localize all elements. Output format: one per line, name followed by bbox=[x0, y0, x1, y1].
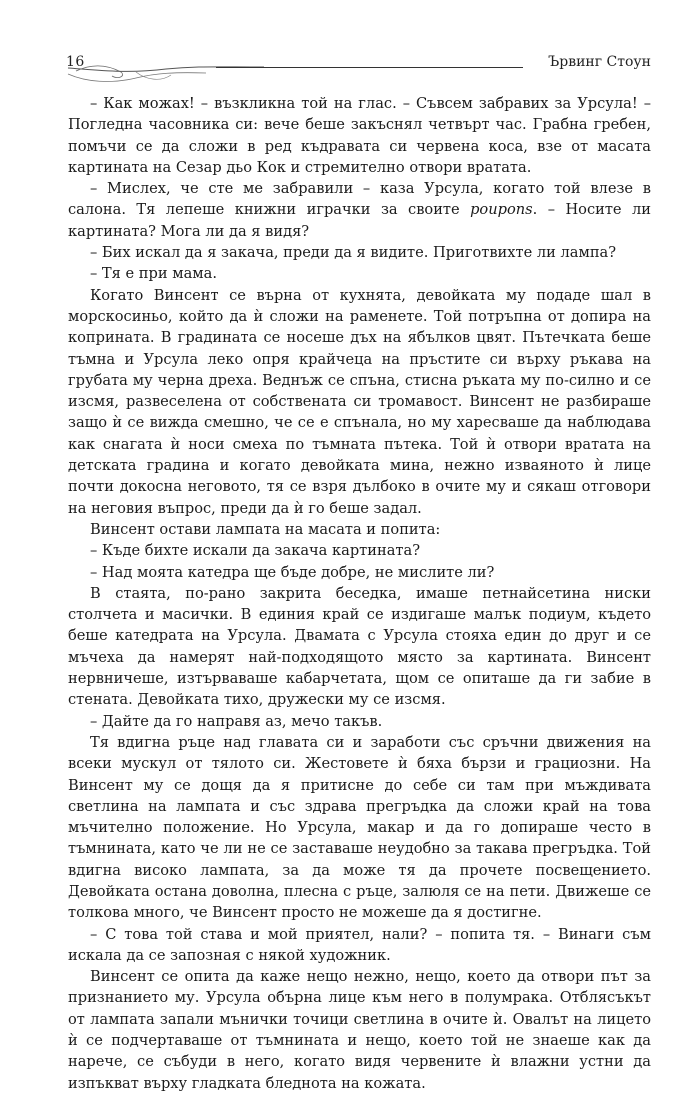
paragraph: В стаята, по-рано закрита беседка, имаше петнайсетина ниски столчета и масички. В единия край се издигаше малък подиум, където беше катедрата на Урсула. Двамата с Урсула стояха един до друг и се мъчеха да намерят най-подходящото място за картината. Винсент нервничеше, изтърваваше кабарчетата, щом се опиташе да ги забие в стената. Девойката тихо, дружески му се изсмя. bbox=[68, 584, 651, 709]
running-head-author: Ървинг Стоун bbox=[548, 54, 651, 70]
paragraph: – Къде бихте искали да закача картината? bbox=[90, 542, 421, 560]
paragraph: Винсент се опита да каже нещо нежно, нещо, което да отвори път за признанието му. Урсула обърна лице към него в полумрака. Отблясъкът от лампата запали мънички точици светлина в очите ѝ. Овалът на лицето ѝ се подчертаваше от тъмнината и нещо, което той не знаеше как да нарече, се събуди в него, когато видя червените ѝ влажни устни да изпъкват върху гладката бледнота на кожата. bbox=[68, 968, 651, 1092]
paragraph: – Как можах! – възкликна той на глас. – Съвсем забравих за Урсула! – Погледна часовника си: вече беше закъснял четвърт час. Грабна гребен, помъчи се да сложи в ред къдравата си червена коса, взе от масата картината на Сезар дьо Кок и стремително отвори вратата. bbox=[68, 95, 651, 176]
paragraph: Тя вдигна ръце над главата си и заработи със сръчни движения на всеки мускул от тялото си. Жестовете ѝ бяха бързи и грациозни. На Винсент му се дощя да я притисне до себе си там при мъждивата светлина на лампата и със здрава прегръдка да сложи край на това мъчително положение. Но Урсула, макар и да го допираше често в тъмнината, като че ли не се заставаше неудобно за такава прегръдка. Той вдигна високо лампата, за да може тя да прочете посвещението. Девойката остана доволна, плесна с ръце, залюля се на пети. Движеше се толкова много, че Винсент просто не можеше да я достигне. bbox=[68, 733, 651, 922]
paragraph: Когато Винсент се върна от кухнята, девойката му подаде шал в морскосиньо, който да ѝ сложи на раменете. Той потръпна от допира на коприната. В градината се носеше дъх на ябълков цвят. Пътечката беше тъмна и Урсула леко опря крайчеца на пръстите си върху ръкава на грубата му черна дреха. Веднъж се спъна, стисна ръката му по-силно и се изсмя, развеселена от собствената си тромавост. Винсент не разбираше защо ѝ се вижда смешно, че се е спънала, но му харесваше да наблюдава как снагата ѝ носи смеха по тъмната пътека. Той ѝ отвори вратата на детската градина и когато девойката мина, нежно изваяното ѝ лице почти докосна неговото, тя се взря дълбоко в очите му и сякаш отговори на неговия въпрос, преди да ѝ го беше задал. bbox=[68, 286, 651, 517]
paragraph: Винсент остави лампата на масата и попита: bbox=[90, 520, 441, 538]
header-rule bbox=[216, 67, 523, 68]
ornament-flourish-icon bbox=[66, 60, 266, 86]
italic-word: poupons bbox=[470, 201, 533, 219]
running-header bbox=[66, 54, 651, 84]
paragraph: – Тя е при мама. bbox=[90, 265, 217, 283]
paragraph: – Над моята катедра ще бъде добре, не мислите ли? bbox=[90, 563, 495, 581]
paragraph: – Дайте да го направя аз, мечо такъв. bbox=[90, 712, 383, 730]
paragraph bbox=[68, 178, 651, 242]
page-body bbox=[68, 93, 651, 1094]
paragraph: – Бих искал да я закача, преди да я видите. Приготвихте ли лампа? bbox=[90, 244, 617, 262]
paragraph-text: – Мислех, че сте ме забравили – каза Урсула, когато той влезе в салона. Тя лепеше книжни играчки за своите bbox=[68, 180, 651, 219]
page-number: 16 bbox=[66, 54, 85, 70]
paragraph-text: . – Носите ли картината? Мога ли да я видя? bbox=[68, 201, 651, 240]
paragraph: – С това той става и мой приятел, нали? – попита тя. – Винаги съм искала да се запозная с някой художник. bbox=[68, 925, 651, 964]
